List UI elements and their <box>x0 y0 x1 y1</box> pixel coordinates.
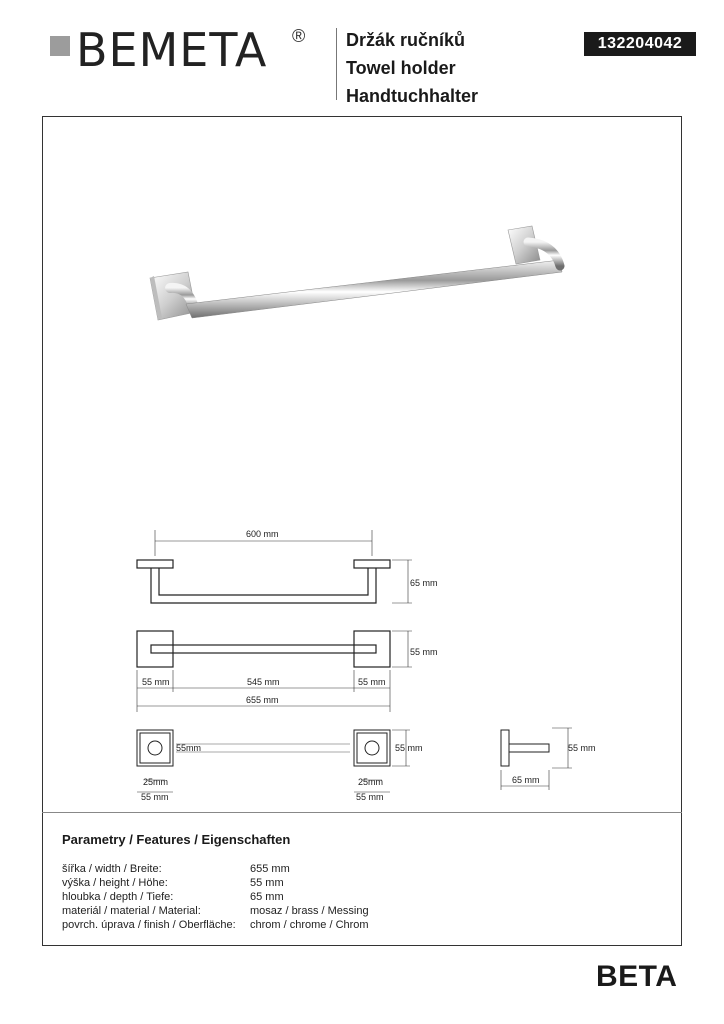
dim-plate-right-hole: 25mm <box>358 777 384 787</box>
dim-plate-right-width: 55 mm <box>356 792 384 802</box>
registered-mark: ® <box>292 26 306 46</box>
dim-front-total: 655 mm <box>246 695 279 705</box>
title-cz: Držák ručníků <box>346 30 466 50</box>
feature-label: hloubka / depth / Tiefe: <box>62 891 174 903</box>
dim-plate-right-inner: 55 mm <box>395 743 423 753</box>
feature-label: šířka / width / Breite: <box>62 863 162 875</box>
dim-plate-left-width: 55 mm <box>141 792 169 802</box>
dim-plate-left-inner: 55mm <box>176 743 202 753</box>
dim-front-right: 55 mm <box>358 677 386 687</box>
dim-front-left: 55 mm <box>142 677 170 687</box>
features-title: Parametry / Features / Eigenschaften <box>62 832 291 847</box>
dim-side-depth: 65 mm <box>512 775 540 785</box>
dim-front-height: 55 mm <box>410 647 438 657</box>
product-titles <box>346 26 478 110</box>
product-code: 132204042 <box>584 32 696 56</box>
series-name: BETA <box>596 960 678 993</box>
logo-square-icon <box>50 36 70 56</box>
dim-plate-left-hole: 25mm <box>143 777 169 787</box>
header-divider <box>336 28 337 100</box>
dim-top-width: 600 mm <box>246 529 279 539</box>
feature-label: výška / height / Höhe: <box>62 877 168 889</box>
feature-value: 65 mm <box>250 891 284 903</box>
feature-value: chrom / chrome / Chrom <box>250 919 369 931</box>
feature-value: 655 mm <box>250 863 290 875</box>
title-de: Handtuchhalter <box>346 86 479 106</box>
title-en: Towel holder <box>346 58 456 78</box>
brand-logo <box>50 24 330 80</box>
dim-side-height: 55 mm <box>568 743 596 753</box>
dim-front-middle: 545 mm <box>247 677 280 687</box>
feature-label: materiál / material / Material: <box>62 905 201 917</box>
features-divider <box>42 812 682 813</box>
feature-value: 55 mm <box>250 877 284 889</box>
feature-label: povrch. úprava / finish / Oberfläche: <box>62 919 236 931</box>
dim-top-depth: 65 mm <box>410 578 438 588</box>
product-image <box>140 220 580 350</box>
brand-name: BEMETA <box>76 23 268 77</box>
feature-value: mosaz / brass / Messing <box>250 905 369 917</box>
